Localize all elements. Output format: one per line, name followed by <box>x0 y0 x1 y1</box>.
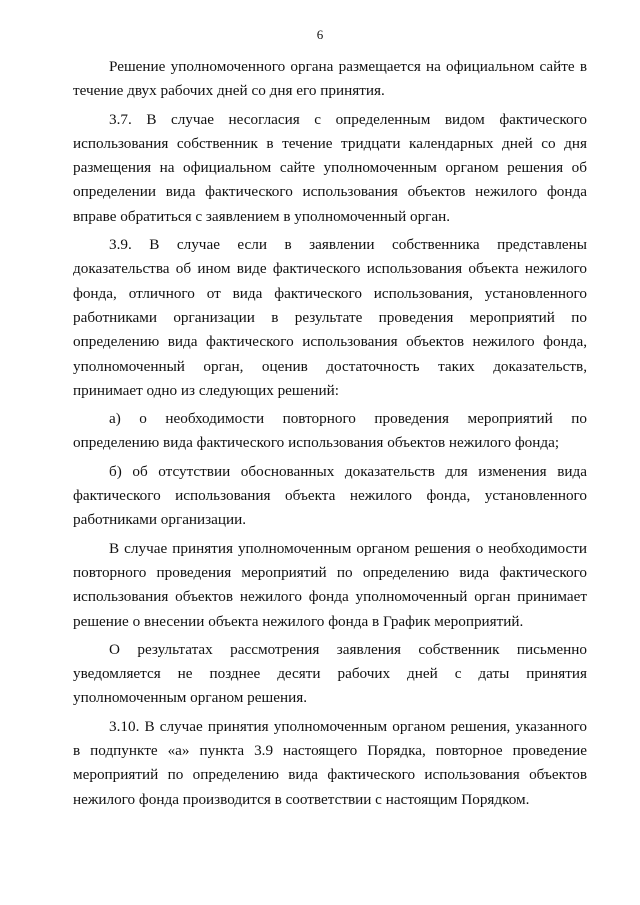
paragraph-3-9: 3.9. В случае если в заявлении собственника представлены доказательства об ином виде фактического использования объекта нежилого фонда, отличного от вида фактического использования, установленного работниками организации в результате проведения мероприятий по определению вида фактического использования объектов нежилого фонда, уполномоченный орган, оценив достаточность таких доказательств, принимает одно из следующих решений: <box>73 236 587 399</box>
page-number: 6 <box>316 27 324 42</box>
paragraph-publication: Решение уполномоченного органа размещается на официальном сайте в течение двух рабочих дней со дня его принятия. <box>73 58 587 100</box>
paragraph-option-a: а) о необходимости повторного проведения мероприятий по определению вида фактического использования объектов нежилого фонда; <box>73 410 587 452</box>
paragraph-3-10: 3.10. В случае принятия уполномоченным органом решения, указанного в подпункте «а» пункта 3.9 настоящего Порядка, повторное проведение мероприятий по определению вида фактического использования объектов нежилого фонда производится в соответствии с настоящим Порядком. <box>73 717 587 808</box>
document-body <box>73 55 587 812</box>
paragraph-3-7: 3.7. В случае несогласия с определенным видом фактического использования собственник в течение тридцати календарных дней со дня размещения на официальном сайте уполномоченным органом решения об определении вида фактического использования объектов нежилого фонда вправе обратиться с заявлением в уполномоченный орган. <box>73 110 587 225</box>
paragraph-notification: О результатах рассмотрения заявления собственник письменно уведомляется не позднее десяти рабочих дней с даты принятия уполномоченным органом решения. <box>73 640 587 707</box>
paragraph-option-b: б) об отсутствии обоснованных доказательств для изменения вида фактического использования объекта нежилого фонда, установленного работниками организации. <box>73 462 587 529</box>
paragraph-repeat-decision: В случае принятия уполномоченным органом решения о необходимости повторного проведения мероприятий по определению вида фактического использования объектов нежилого фонда уполномоченный орган принимает решение о внесении объекта нежилого фонда в График мероприятий. <box>73 539 587 630</box>
